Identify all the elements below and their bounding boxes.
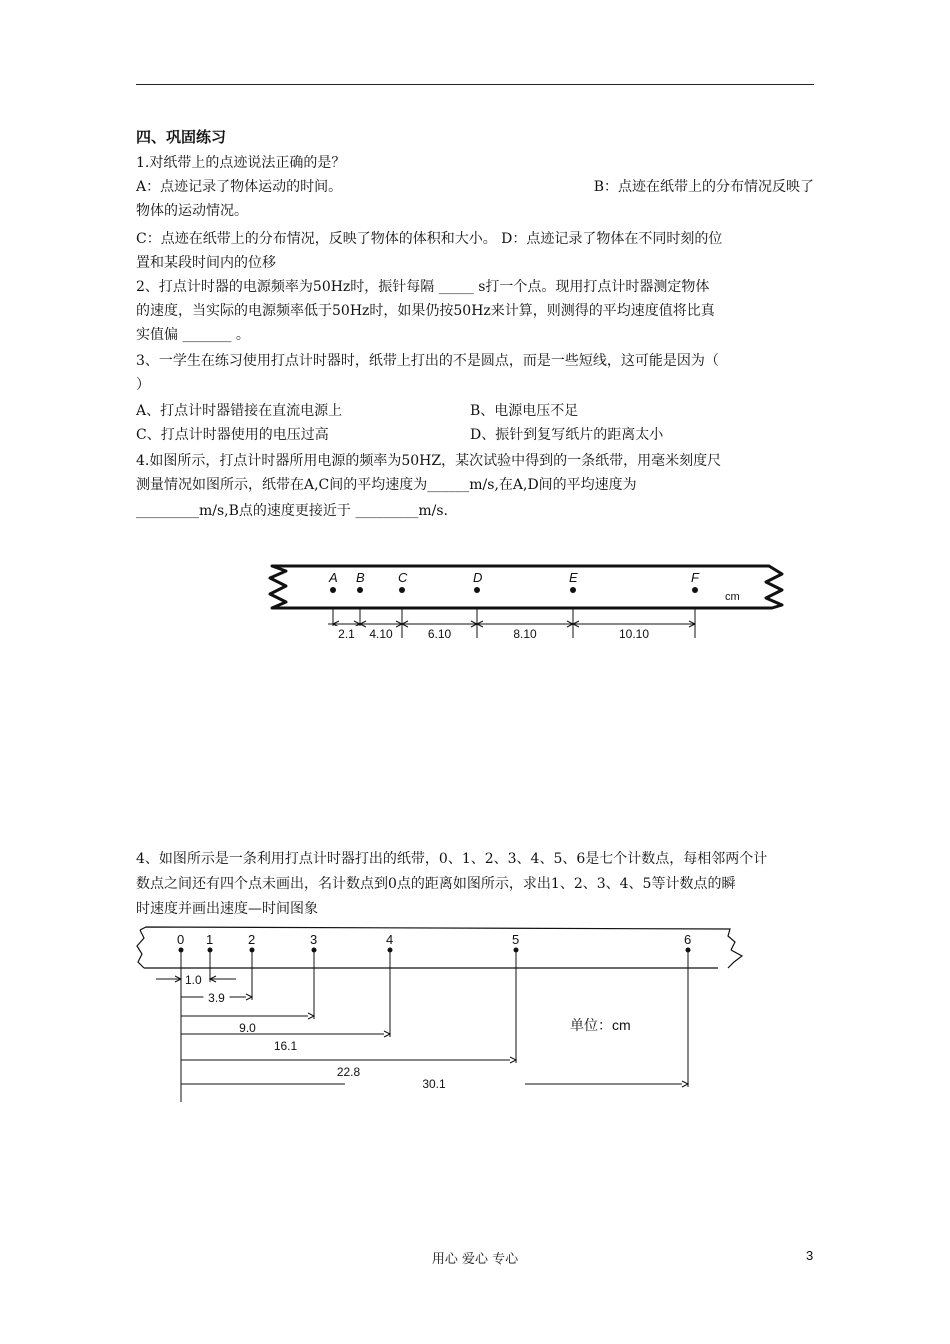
tape1-seg-1: 2.1 bbox=[338, 627, 355, 641]
tape2-dim-line-4 bbox=[181, 1031, 390, 1037]
tape1-label-A: A bbox=[329, 570, 338, 585]
q1-option-b-cont: 物体的运动情况。 bbox=[136, 203, 248, 219]
tape2-label-5: 5 bbox=[512, 932, 520, 947]
tape1-seg-2: 4.10 bbox=[369, 627, 393, 641]
tape2-label-4: 4 bbox=[386, 932, 394, 947]
tape1-dot-B bbox=[357, 587, 363, 593]
q1-options-ab bbox=[136, 177, 814, 197]
q3-option-a: A、打点计时器错接在直流电源上 bbox=[136, 403, 343, 419]
q3-line1: 3、一学生在练习使用打点计时器时，纸带上打出的不是圆点，而是一些短线，这可能是因为（ bbox=[136, 353, 719, 369]
q3-line2: ） bbox=[136, 377, 150, 393]
tape2-strip-right bbox=[728, 950, 742, 968]
q3-options-ab bbox=[136, 401, 579, 421]
tape2-dim-line-3 bbox=[181, 1013, 314, 1019]
tape1-dot-C bbox=[399, 587, 405, 593]
q2-line1: 2、打点计时器的电源频率为50Hz时，振针每隔 _____ s打一个点。现用打点计时器测定物体 bbox=[136, 279, 710, 295]
tape1-dot-E bbox=[570, 587, 576, 593]
q5-line2: 数点之间还有四个点未画出，名计数点到0点的距离如图所示，求出1、2、3、4、5等计数点的瞬 bbox=[136, 876, 736, 892]
tape1-strip bbox=[270, 566, 782, 608]
tape1-label-B: B bbox=[356, 570, 365, 585]
tape2-label-1: 1 bbox=[206, 932, 214, 947]
tape1-label-C: C bbox=[398, 570, 408, 585]
q2-line2: 的速度，当实际的电源频率低于50Hz时，如果仍按50Hz来计算，则测得的平均速度值将比真 bbox=[136, 303, 715, 319]
tape1-dot-F bbox=[692, 587, 698, 593]
tape1-figure bbox=[262, 560, 787, 650]
q1-option-cd-cont: 置和某段时间内的位移 bbox=[136, 255, 276, 271]
q1-option-b: B：点迹在纸带上的分布情况反映了 bbox=[593, 179, 814, 195]
tape2-figure bbox=[130, 920, 750, 1110]
header-rule bbox=[136, 84, 814, 85]
tape2-strip-left bbox=[137, 930, 144, 968]
tape1-label-F: F bbox=[691, 570, 699, 585]
q1-option-cd: C：点迹在纸带上的分布情况，反映了物体的体积和大小。 D：点迹记录了物体在不同时刻的位 bbox=[136, 231, 723, 247]
tape1-dot-A bbox=[330, 587, 336, 593]
q4-line2: 测量情况如图所示，纸带在A,C间的平均速度为______m/s,在A,D间的平均速度为 bbox=[136, 477, 637, 493]
tape2-label-0: 0 bbox=[177, 932, 185, 947]
footer-text: 用心 爱心 专心 bbox=[431, 1252, 519, 1267]
tape2-dist-6: 30.1 bbox=[422, 1077, 446, 1091]
q5-line3: 时速度并画出速度—时间图象 bbox=[136, 901, 318, 917]
tape2-dist-2: 3.9 bbox=[208, 991, 225, 1005]
q1-stem: 1.对纸带上的点迹说法正确的是？ bbox=[136, 155, 346, 171]
tape1-label-D: D bbox=[473, 570, 483, 585]
tape2-dist-1: 1.0 bbox=[185, 973, 202, 987]
tape2-label-6: 6 bbox=[684, 932, 692, 947]
tape1-seg-5: 10.10 bbox=[618, 627, 650, 641]
tape1-label-E: E bbox=[569, 570, 578, 585]
q4-line3: _________m/s,B点的速度更接近于 _________m/s. bbox=[136, 503, 448, 519]
q5-line1: 4、如图所示是一条利用打点计时器打出的纸带，0、1、2、3、4、5、6是七个计数点，每相邻两个计 bbox=[136, 851, 768, 867]
tape2-label-2: 2 bbox=[248, 932, 256, 947]
tape2-dist-4: 16.1 bbox=[273, 1039, 298, 1053]
q3-option-b: B、电源电压不足 bbox=[470, 403, 579, 419]
tape1-seg-4: 8.10 bbox=[513, 627, 537, 641]
tape2-dim-line-5 bbox=[181, 1057, 516, 1063]
tape2-dist-5: 22.8 bbox=[336, 1065, 361, 1079]
q2-line3: 实值偏 _______ 。 bbox=[136, 327, 250, 343]
q4-line1: 4.如图所示，打点计时器所用电源的频率为50HZ，某次试验中得到的一条纸带，用毫米刻度尺 bbox=[136, 453, 722, 469]
section-title: 四、巩固练习 bbox=[136, 128, 227, 146]
tape2-label-3: 3 bbox=[310, 932, 318, 947]
tape2-dist-3: 9.0 bbox=[239, 1021, 256, 1035]
q1-option-a: A：点迹记录了物体运动的时间。 bbox=[136, 179, 343, 195]
q3-options-cd bbox=[136, 425, 664, 445]
q3-option-d: D、振针到复写纸片的距离太小 bbox=[470, 427, 664, 443]
tape1-dot-D bbox=[474, 587, 480, 593]
page-number: 3 bbox=[806, 1248, 814, 1263]
q3-option-c: C、打点计时器使用的电压过高 bbox=[136, 427, 329, 443]
tape1-seg-3: 6.10 bbox=[427, 627, 452, 641]
tape2-strip-top bbox=[140, 927, 735, 950]
tape2-unit: 单位：cm bbox=[570, 1017, 631, 1033]
tape1-unit: cm bbox=[725, 591, 740, 603]
